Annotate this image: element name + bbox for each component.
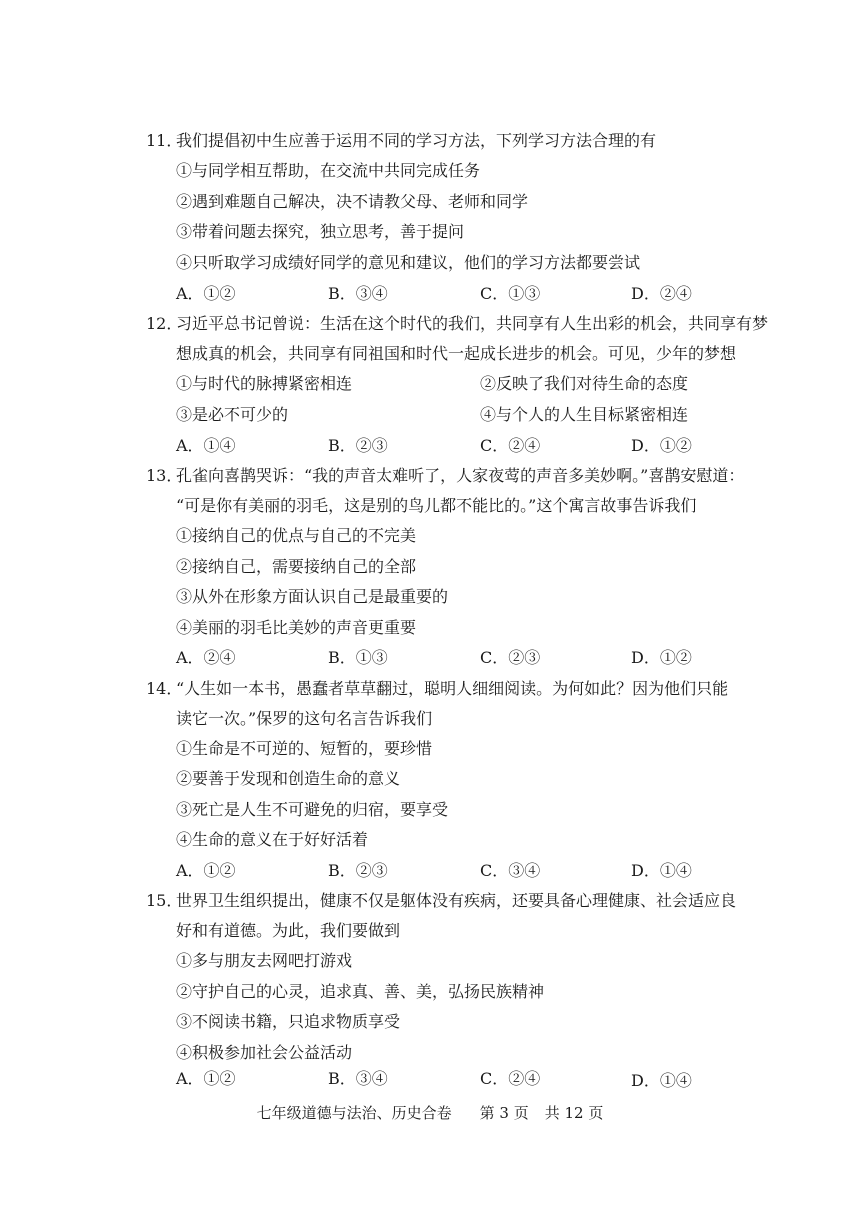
option-item: ③是必不可少的 — [176, 405, 289, 424]
question-number: 15． — [146, 891, 183, 910]
choice-b: B．②③ — [328, 861, 388, 880]
option-item: ①多与朋友去网吧打游戏 — [176, 951, 353, 970]
option-item: ③带着问题去探究，独立思考，善于提问 — [176, 222, 465, 241]
option-item: ④与个人的人生目标紧密相连 — [480, 405, 689, 424]
question-stem: 读它一次。”保罗的这句名言告诉我们 — [176, 709, 433, 728]
option-item: ①生命是不可逆的、短暂的，要珍惜 — [176, 739, 433, 758]
option-item: ③不阅读书籍，只追求物质享受 — [176, 1012, 401, 1031]
choice-c: C．②④ — [480, 436, 541, 455]
option-item: ③从外在形象方面认识自己是最重要的 — [176, 587, 449, 606]
option-item: ④积极参加社会公益活动 — [176, 1043, 353, 1062]
question-stem: “可是你有美丽的羽毛，这是别的鸟儿都不能比的。”这个寓言故事告诉我们 — [176, 496, 697, 515]
question-stem: “人生如一本书，愚蠢者草草翻过，聪明人细细阅读。为何如此？因为他们只能 — [176, 679, 729, 698]
footer-page-number: 第 3 页 — [479, 1104, 529, 1122]
choice-c: C．①③ — [480, 284, 541, 303]
choice-b: B．③④ — [328, 1069, 388, 1088]
page-footer — [0, 1103, 860, 1123]
choice-d: D．①④ — [631, 1071, 692, 1090]
option-item: ③死亡是人生不可避免的归宿，要享受 — [176, 800, 449, 819]
choice-d: D．②④ — [631, 284, 692, 303]
choice-a: A．②④ — [176, 648, 236, 667]
question-stem: 世界卫生组织提出，健康不仅是躯体没有疾病，还要具备心理健康、社会适应良 — [176, 891, 737, 910]
question-stem: 想成真的机会，共同享有同祖国和时代一起成长进步的机会。可见，少年的梦想 — [176, 344, 737, 363]
choice-d: D．①④ — [631, 861, 692, 880]
choice-b: B．①③ — [328, 648, 388, 667]
option-item: ④只听取学习成绩好同学的意见和建议，他们的学习方法都要尝试 — [176, 253, 641, 272]
question-stem: 孔雀向喜鹊哭诉：“我的声音太难听了，人家夜莺的声音多美妙啊。”喜鹊安慰道： — [176, 466, 745, 485]
option-item: ①与时代的脉搏紧密相连 — [176, 374, 353, 393]
option-item: ①接纳自己的优点与自己的不完美 — [176, 526, 417, 545]
question-number: 12． — [146, 314, 183, 333]
choice-b: B．③④ — [328, 284, 388, 303]
option-item: ④生命的意义在于好好活着 — [176, 830, 369, 849]
choice-a: A．①② — [176, 861, 236, 880]
option-item: ④美丽的羽毛比美妙的声音更重要 — [176, 618, 417, 637]
question-number: 11． — [146, 131, 183, 150]
choice-c: C．②③ — [480, 648, 541, 667]
question-stem: 我们提倡初中生应善于运用不同的学习方法，下列学习方法合理的有 — [176, 131, 657, 150]
question-number: 14． — [146, 679, 183, 698]
question-stem: 习近平总书记曾说：生活在这个时代的我们，共同享有人生出彩的机会，共同享有梦 — [176, 314, 769, 333]
choice-a: A．①④ — [176, 436, 236, 455]
option-item: ②接纳自己，需要接纳自己的全部 — [176, 557, 417, 576]
footer-page-total: 共 12 页 — [544, 1104, 604, 1122]
option-item: ②守护自己的心灵，追求真、善、美，弘扬民族精神 — [176, 982, 545, 1001]
option-item: ②反映了我们对待生命的态度 — [480, 374, 689, 393]
question-number: 13． — [146, 466, 183, 485]
choice-a: A．①② — [176, 1069, 236, 1088]
choice-d: D．①② — [631, 648, 692, 667]
choice-d: D．①② — [631, 436, 692, 455]
choice-a: A．①② — [176, 284, 236, 303]
option-item: ②要善于发现和创造生命的意义 — [176, 769, 401, 788]
choice-c: C．②④ — [480, 1069, 541, 1088]
question-stem: 好和有道德。为此，我们要做到 — [176, 921, 401, 940]
option-item: ①与同学相互帮助，在交流中共同完成任务 — [176, 161, 481, 180]
choice-b: B．②③ — [328, 436, 388, 455]
footer-title: 七年级道德与法治、历史合卷 — [256, 1104, 452, 1122]
option-item: ②遇到难题自己解决，决不请教父母、老师和同学 — [176, 192, 529, 211]
choice-c: C．③④ — [480, 861, 541, 880]
